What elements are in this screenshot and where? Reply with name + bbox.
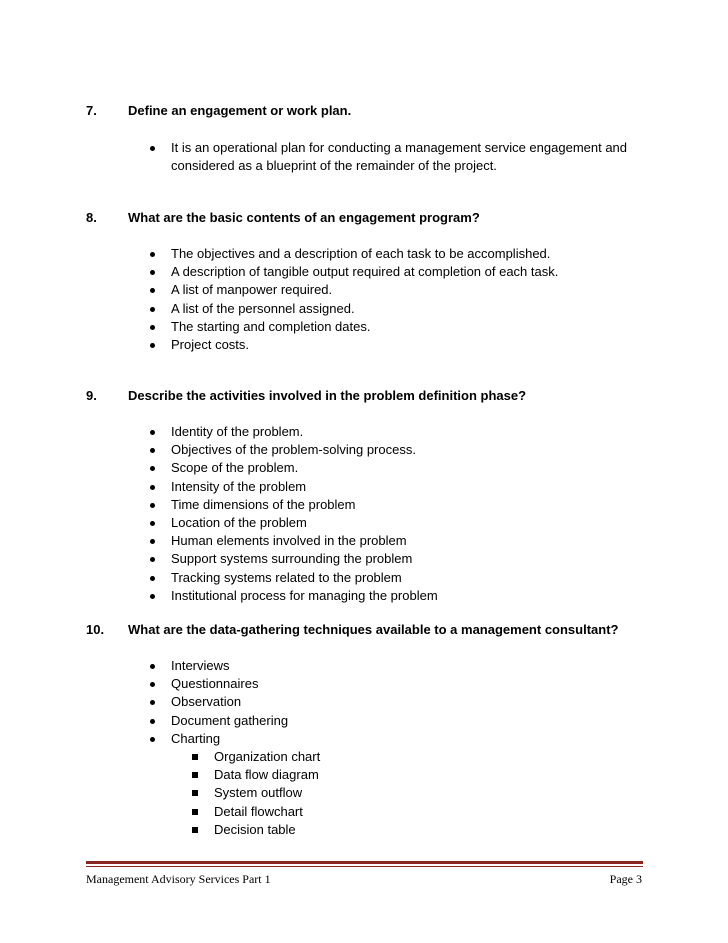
question-10-heading xyxy=(86,621,618,639)
footer-page-number: Page 3 xyxy=(609,872,642,886)
list-item: Identity of the problem. xyxy=(171,423,438,441)
sub-list-item: Decision table xyxy=(214,821,331,839)
question-8-heading xyxy=(86,209,480,227)
list-item: Project costs. xyxy=(171,336,558,354)
list-item: Document gathering xyxy=(171,712,288,730)
question-7-answer-list xyxy=(171,139,627,175)
question-number: 7. xyxy=(86,103,97,118)
question-number: 10. xyxy=(86,622,105,637)
list-item: The starting and completion dates. xyxy=(171,318,558,336)
list-item: Tracking systems related to the problem xyxy=(171,569,438,587)
list-item: It is an operational plan for conducting a management service engagement and xyxy=(171,139,627,157)
list-item: Human elements involved in the problem xyxy=(171,532,438,550)
sub-list-item: System outflow xyxy=(214,784,331,802)
footer-document-title: Management Advisory Services Part 1 xyxy=(86,872,271,886)
list-item: Observation xyxy=(171,693,288,711)
question-title: Describe the activities involved in the problem definition phase? xyxy=(128,388,527,403)
footer-divider-thick xyxy=(86,861,643,864)
list-item: Scope of the problem. xyxy=(171,459,438,477)
list-item-charting xyxy=(171,730,321,839)
footer-divider-thin xyxy=(86,866,643,867)
question-7-heading xyxy=(86,102,351,120)
list-item: A description of tangible output required at completion of each task. xyxy=(171,263,558,281)
question-number: 8. xyxy=(86,210,97,225)
question-title: What are the basic contents of an engagement program? xyxy=(128,210,480,225)
list-item: Location of the problem xyxy=(171,514,438,532)
list-item: Objectives of the problem-solving process. xyxy=(171,441,438,459)
list-item: Institutional process for managing the problem xyxy=(171,587,438,605)
question-9-answer-list xyxy=(171,423,438,605)
question-8-answer-list xyxy=(171,245,558,354)
list-item: Time dimensions of the problem xyxy=(171,496,438,514)
charting-sub-list xyxy=(214,748,331,839)
sub-list-item: Organization chart xyxy=(214,748,331,766)
list-item-label: Charting xyxy=(171,730,221,746)
list-item: Questionnaires xyxy=(171,675,288,693)
question-number: 9. xyxy=(86,388,97,403)
question-10-answer-list xyxy=(171,657,321,839)
question-title: What are the data-gathering techniques available to a management consultant? xyxy=(128,622,619,637)
list-item-continuation: considered as a blueprint of the remainder of the project. xyxy=(171,158,497,174)
sub-list-item: Detail flowchart xyxy=(214,803,331,821)
list-item: The objectives and a description of each task to be accomplished. xyxy=(171,245,558,263)
list-item: Intensity of the problem xyxy=(171,478,438,496)
list-item: Interviews xyxy=(171,657,288,675)
list-item: Support systems surrounding the problem xyxy=(171,550,438,568)
question-title: Define an engagement or work plan. xyxy=(128,103,352,118)
list-item: A list of manpower required. xyxy=(171,281,558,299)
sub-list-item: Data flow diagram xyxy=(214,766,331,784)
list-item: A list of the personnel assigned. xyxy=(171,300,558,318)
question-9-heading xyxy=(86,387,526,405)
